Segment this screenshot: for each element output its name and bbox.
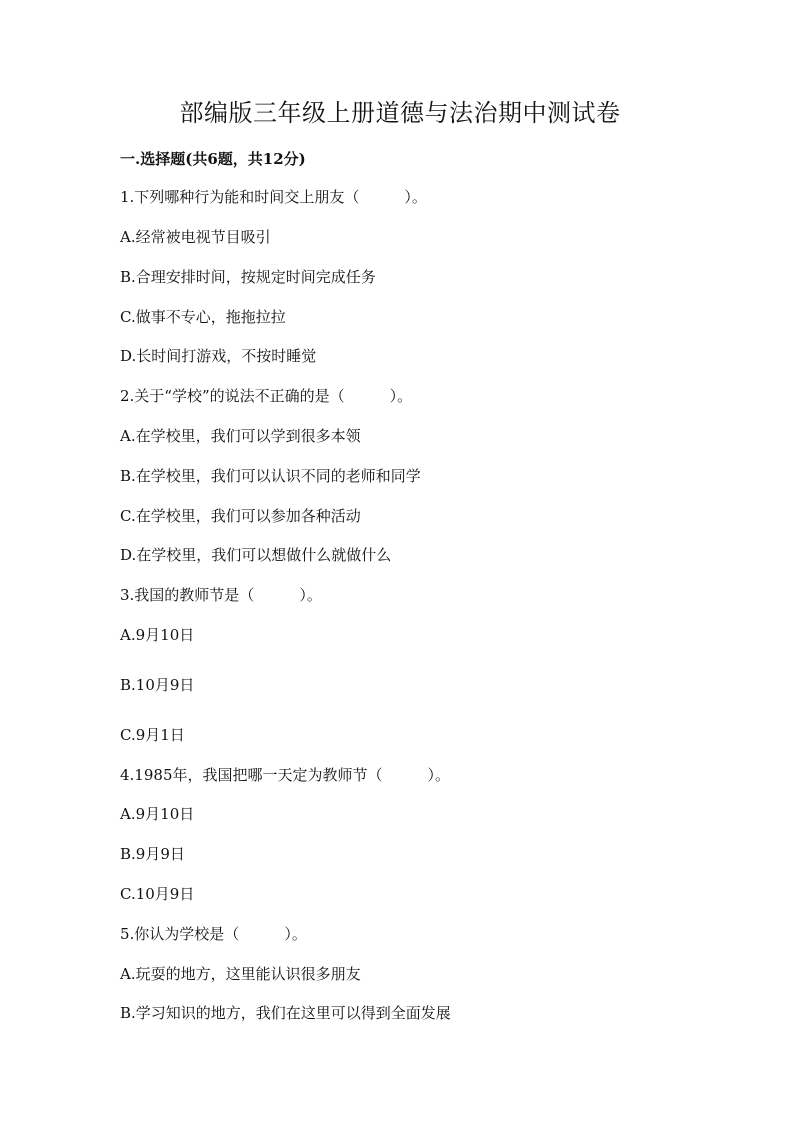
question-1-option-c: C.做事不专心，拖拖拉拉 — [120, 308, 286, 326]
question-2: 2.关于“学校”的说法不正确的是（ ）。 — [120, 387, 413, 405]
question-2-option-a: A.在学校里，我们可以学到很多本领 — [120, 427, 361, 445]
question-2-option-d: D.在学校里，我们可以想做什么就做什么 — [120, 546, 392, 564]
question-3-option-b: B.10月9日 — [120, 676, 195, 694]
question-1: 1.下列哪种行为能和时间交上朋友（ ）。 — [120, 188, 427, 206]
question-3: 3.我国的教师节是（ ）。 — [120, 586, 322, 604]
question-3-option-c: C.9月1日 — [120, 726, 185, 744]
question-4-option-a: A.9月10日 — [120, 805, 195, 823]
page-title: 部编版三年级上册道德与法治期中测试卷 — [179, 99, 621, 127]
question-4-option-b: B.9月9日 — [120, 845, 185, 863]
question-3-option-a: A.9月10日 — [120, 626, 195, 644]
question-4: 4.1985年，我国把哪一天定为教师节（ ）。 — [120, 766, 450, 784]
question-2-option-c: C.在学校里，我们可以参加各种活动 — [120, 507, 361, 525]
question-2-option-b: B.在学校里，我们可以认识不同的老师和同学 — [120, 467, 421, 485]
question-1-option-d: D.长时间打游戏，不按时睡觉 — [120, 347, 317, 365]
question-1-option-b: B.合理安排时间，按规定时间完成任务 — [120, 268, 376, 286]
section-heading: 一.选择题(共6题，共12分) — [120, 150, 306, 168]
question-4-option-c: C.10月9日 — [120, 885, 195, 903]
question-1-option-a: A.经常被电视节目吸引 — [120, 228, 271, 246]
question-5: 5.你认为学校是（ ）。 — [120, 925, 307, 943]
question-5-option-b: B.学习知识的地方，我们在这里可以得到全面发展 — [120, 1004, 451, 1022]
question-5-option-a: A.玩耍的地方，这里能认识很多朋友 — [120, 965, 361, 983]
